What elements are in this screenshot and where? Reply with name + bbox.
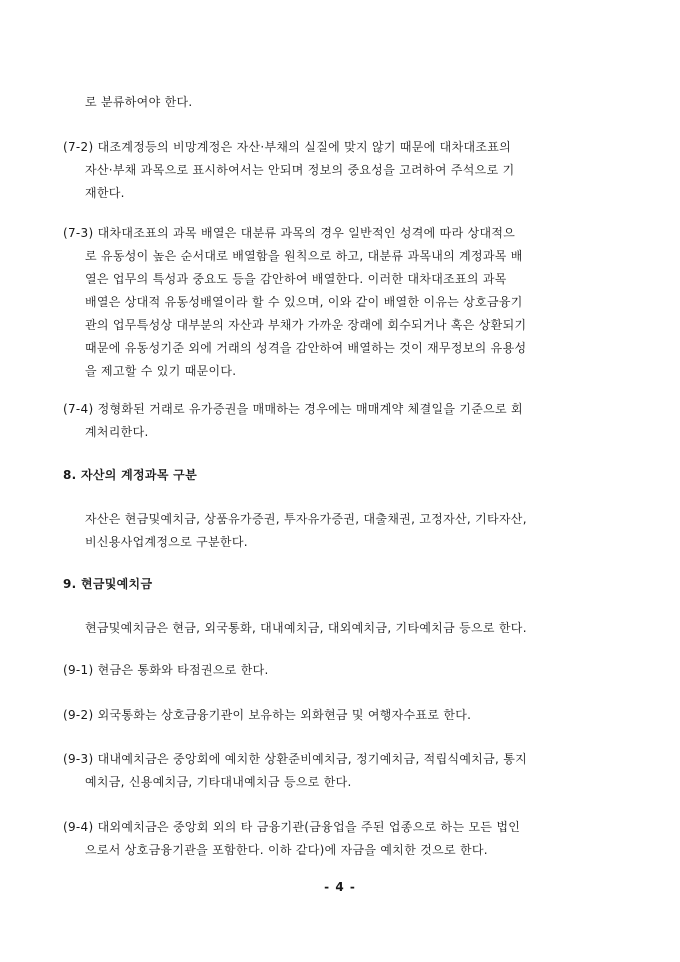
section-heading-8: 8. 자산의 계정과목 구분 xyxy=(63,468,197,482)
text-line: 재한다. xyxy=(85,186,125,200)
paragraph-8 xyxy=(63,508,623,554)
text-line: 계처리한다. xyxy=(85,425,149,439)
text-line: 때문에 유동성기준 외에 거래의 성격을 감안하여 배열하는 것이 재무정보의 유용성 xyxy=(85,341,527,355)
paragraph-9-2 xyxy=(63,704,623,727)
text-line: 비신용사업계정으로 구분한다. xyxy=(85,535,248,549)
page-number: - 4 - xyxy=(324,880,356,894)
paragraph-9 xyxy=(63,617,623,640)
paragraph-9-1 xyxy=(63,659,623,682)
text-line: (7-3) 대차대조표의 과목 배열은 대분류 과목의 경우 일반적인 성격에 따라 상대적으 xyxy=(63,226,516,240)
text-line: (9-1) 현금은 통화와 타점권으로 한다. xyxy=(63,663,269,677)
text-line: 현금및예치금은 현금, 외국통화, 대내예치금, 대외예치금, 기타예치금 등으로 한다. xyxy=(85,621,527,635)
text-line: 배열은 상대적 유동성배열이라 할 수 있으며, 이와 같이 배열한 이유는 상호금융기 xyxy=(85,295,523,309)
text-line: 자산·부채 과목으로 표시하여서는 안되며 정보의 중요성을 고려하여 주석으로 기 xyxy=(85,163,515,177)
paragraph-9-4 xyxy=(63,816,623,862)
text-line: (9-3) 대내예치금은 중앙회에 예치한 상환준비예치금, 정기예치금, 적립식예치금, 통지 xyxy=(63,752,528,766)
text-line: 예치금, 신용예치금, 기타대내예치금 등으로 한다. xyxy=(85,775,352,789)
text-line: 관의 업무특성상 대부분의 자산과 부채가 가까운 장래에 회수되거나 혹은 상환되기 xyxy=(85,318,527,332)
text-line: (7-4) 정형화된 거래로 유가증권을 매매하는 경우에는 매매계약 체결일을 기준으로 회 xyxy=(63,402,523,416)
text-line: 로 분류하여야 한다. xyxy=(85,95,193,109)
paragraph-7-3 xyxy=(63,222,623,383)
text-line: (7-2) 대조계정등의 비망계정은 자산·부채의 실질에 맞지 않기 때문에 대차대조표의 xyxy=(63,140,512,154)
paragraph-continuation xyxy=(63,91,623,114)
text-line: 로 유동성이 높은 순서대로 배열함을 원칙으로 하고, 대분류 과목내의 계정과목 배 xyxy=(85,249,523,263)
text-line: (9-4) 대외예치금은 중앙회 외의 타 금융기관(금융업을 주된 업종으로 하는 모든 법인 xyxy=(63,820,521,834)
paragraph-9-3 xyxy=(63,748,623,794)
paragraph-7-2 xyxy=(63,136,623,205)
text-line: 자산은 현금및예치금, 상품유가증권, 투자유가증권, 대출채권, 고정자산, 기타자산, xyxy=(85,512,527,526)
text-line: 으로서 상호금융기관을 포함한다. 이하 같다)에 자금을 예치한 것으로 한다. xyxy=(85,843,488,857)
text-line: (9-2) 외국통화는 상호금융기관이 보유하는 외화현금 및 여행자수표로 한다. xyxy=(63,708,472,722)
section-heading-9: 9. 현금및예치금 xyxy=(63,577,153,591)
text-line: 을 제고할 수 있기 때문이다. xyxy=(85,364,237,378)
text-line: 열은 업무의 특성과 중요도 등을 감안하여 배열한다. 이러한 대차대조표의 과목 xyxy=(85,272,507,286)
paragraph-7-4 xyxy=(63,398,623,444)
